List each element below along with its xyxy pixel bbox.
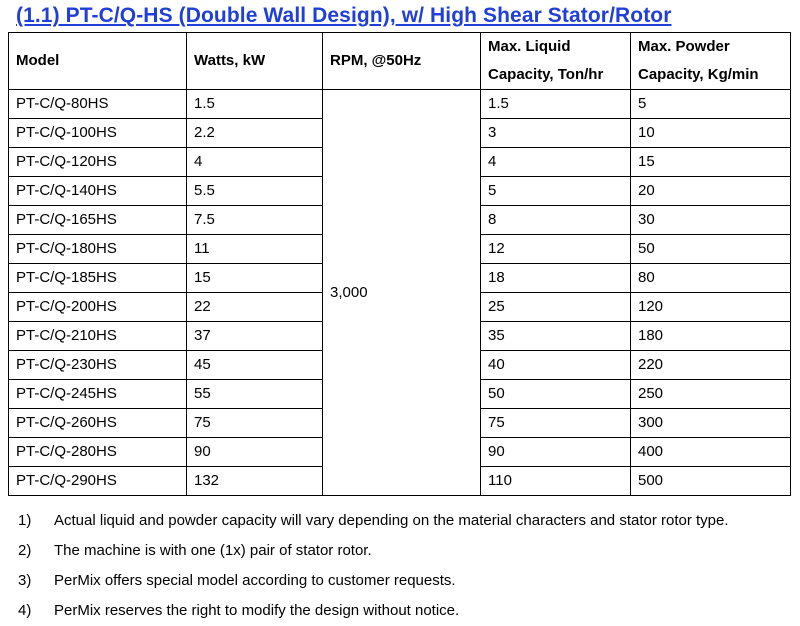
cell-model: PT-C/Q-80HS xyxy=(9,90,187,119)
header-watts: Watts, kW xyxy=(187,33,323,90)
cell-watts: 90 xyxy=(187,438,323,467)
header-powder-line1: Max. Powder xyxy=(638,38,730,55)
cell-liquid-capacity: 90 xyxy=(481,438,631,467)
table-body xyxy=(9,90,791,496)
note-text: Actual liquid and powder capacity will vary depending on the material characters and stator rotor type. xyxy=(54,512,729,529)
cell-liquid-capacity: 40 xyxy=(481,351,631,380)
header-model: Model xyxy=(9,33,187,90)
cell-watts: 22 xyxy=(187,293,323,322)
cell-model: PT-C/Q-280HS xyxy=(9,438,187,467)
cell-powder-capacity: 5 xyxy=(631,90,791,119)
cell-model: PT-C/Q-180HS xyxy=(9,235,187,264)
cell-model: PT-C/Q-165HS xyxy=(9,206,187,235)
table-header-row xyxy=(9,33,791,90)
header-powder-capacity xyxy=(631,33,791,90)
cell-liquid-capacity: 18 xyxy=(481,264,631,293)
cell-watts: 5.5 xyxy=(187,177,323,206)
cell-liquid-capacity: 50 xyxy=(481,380,631,409)
cell-liquid-capacity: 3 xyxy=(481,119,631,148)
note-number: 2) xyxy=(18,542,32,559)
cell-watts: 55 xyxy=(187,380,323,409)
cell-powder-capacity: 80 xyxy=(631,264,791,293)
cell-powder-capacity: 30 xyxy=(631,206,791,235)
cell-model: PT-C/Q-260HS xyxy=(9,409,187,438)
note-number: 3) xyxy=(18,572,32,589)
cell-model: PT-C/Q-245HS xyxy=(9,380,187,409)
table-row xyxy=(9,90,791,119)
cell-liquid-capacity: 1.5 xyxy=(481,90,631,119)
cell-powder-capacity: 120 xyxy=(631,293,791,322)
cell-liquid-capacity: 35 xyxy=(481,322,631,351)
cell-rpm-merged: 3,000 xyxy=(323,90,481,496)
cell-model: PT-C/Q-200HS xyxy=(9,293,187,322)
cell-powder-capacity: 15 xyxy=(631,148,791,177)
cell-watts: 11 xyxy=(187,235,323,264)
cell-watts: 15 xyxy=(187,264,323,293)
cell-watts: 2.2 xyxy=(187,119,323,148)
note-item xyxy=(8,566,798,596)
cell-liquid-capacity: 25 xyxy=(481,293,631,322)
note-text: PerMix reserves the right to modify the design without notice. xyxy=(54,602,460,619)
cell-liquid-capacity: 110 xyxy=(481,467,631,496)
specification-table xyxy=(8,32,791,496)
cell-liquid-capacity: 12 xyxy=(481,235,631,264)
cell-watts: 75 xyxy=(187,409,323,438)
cell-watts: 45 xyxy=(187,351,323,380)
cell-model: PT-C/Q-140HS xyxy=(9,177,187,206)
cell-model: PT-C/Q-185HS xyxy=(9,264,187,293)
note-text: The machine is with one (1x) pair of stator rotor. xyxy=(54,542,372,559)
page-title[interactable]: (1.1) PT-C/Q-HS (Double Wall Design), w/ High Shear Stator/Rotor xyxy=(16,4,672,27)
cell-powder-capacity: 10 xyxy=(631,119,791,148)
note-text: PerMix offers special model according to customer requests. xyxy=(54,572,456,589)
notes-list xyxy=(8,506,798,626)
cell-model: PT-C/Q-120HS xyxy=(9,148,187,177)
cell-model: PT-C/Q-290HS xyxy=(9,467,187,496)
header-liquid-line1: Max. Liquid xyxy=(488,38,571,55)
cell-watts: 37 xyxy=(187,322,323,351)
header-liquid-line2: Capacity, Ton/hr xyxy=(488,66,604,83)
note-item xyxy=(8,506,798,536)
header-liquid-capacity xyxy=(481,33,631,90)
cell-liquid-capacity: 4 xyxy=(481,148,631,177)
cell-powder-capacity: 50 xyxy=(631,235,791,264)
cell-powder-capacity: 20 xyxy=(631,177,791,206)
cell-model: PT-C/Q-100HS xyxy=(9,119,187,148)
cell-watts: 132 xyxy=(187,467,323,496)
cell-powder-capacity: 180 xyxy=(631,322,791,351)
cell-powder-capacity: 400 xyxy=(631,438,791,467)
cell-watts: 1.5 xyxy=(187,90,323,119)
cell-powder-capacity: 250 xyxy=(631,380,791,409)
cell-liquid-capacity: 8 xyxy=(481,206,631,235)
note-item xyxy=(8,596,798,626)
cell-model: PT-C/Q-230HS xyxy=(9,351,187,380)
cell-liquid-capacity: 75 xyxy=(481,409,631,438)
cell-model: PT-C/Q-210HS xyxy=(9,322,187,351)
note-item xyxy=(8,536,798,566)
header-powder-line2: Capacity, Kg/min xyxy=(638,66,759,83)
cell-watts: 4 xyxy=(187,148,323,177)
note-number: 1) xyxy=(18,512,32,529)
cell-powder-capacity: 300 xyxy=(631,409,791,438)
cell-liquid-capacity: 5 xyxy=(481,177,631,206)
cell-powder-capacity: 500 xyxy=(631,467,791,496)
cell-powder-capacity: 220 xyxy=(631,351,791,380)
note-number: 4) xyxy=(18,602,32,619)
cell-watts: 7.5 xyxy=(187,206,323,235)
header-rpm: RPM, @50Hz xyxy=(323,33,481,90)
